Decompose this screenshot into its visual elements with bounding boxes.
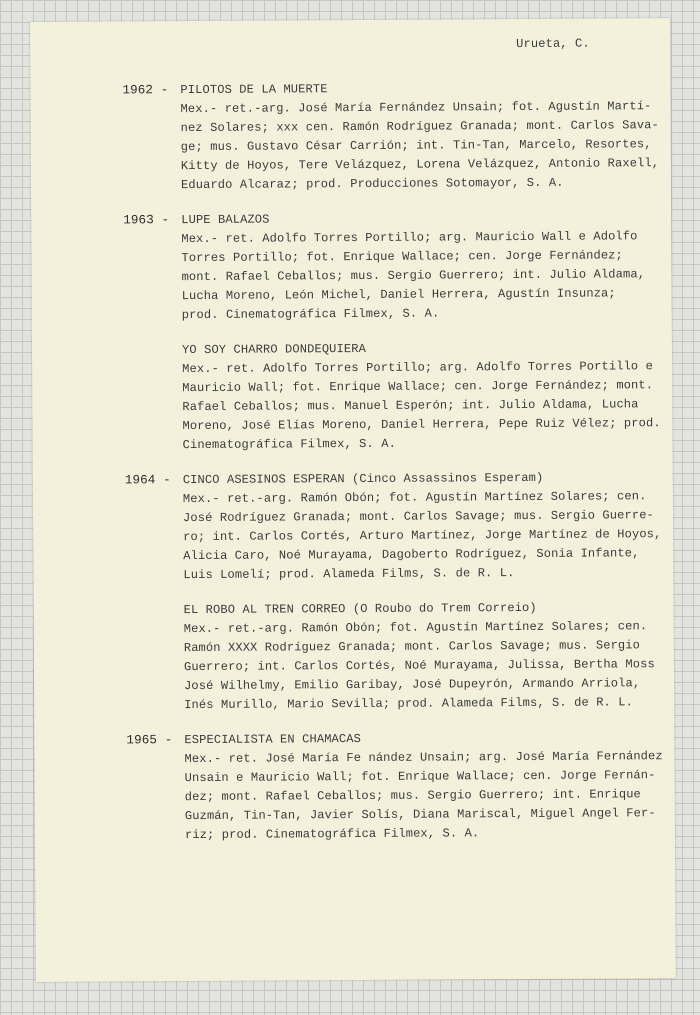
credits-line: Kitty de Hoyos, Tere Velázquez, Lorena Velázquez, Antonio Raxell, (180, 156, 660, 174)
credits-line: riz; prod. Cinematográfica Filmex, S. A. (184, 826, 480, 843)
credits-line: Luis Lomelí; prod. Alameda Films, S. de R. L. (183, 566, 515, 583)
film-title-lupe-balazos: LUPE BALAZOS (181, 212, 270, 228)
film-title-yo-soy-charro-dondequiera: YO SOY CHARRO DONDEQUIERA (181, 341, 366, 358)
credits-line: José Wilhelmy, Emilio Garibay, José Dupeyrón, Armando Arriola, (184, 676, 641, 694)
credits-line: Unsain e Mauricio Wall; fot. Enrique Wallace; cen. Jorge Fernán- (184, 768, 656, 786)
credits-line: ge; mus. Gustavo César Carrión; int. Tin-Tan, Marcelo, Resortes, (180, 137, 652, 155)
credits-line: mont. Rafael Ceballos; mus. Sergio Guerrero; int. Julio Aldama, (181, 267, 646, 285)
year-1965: 1965 - (126, 733, 173, 748)
credits-line: Mex.- ret.-arg. José María Fernández Unsain; fot. Agustín Martí- (180, 99, 652, 117)
credits-line: Cinematográfica Filmex, S. A. (182, 436, 397, 453)
credits-line: dez; mont. Rafael Ceballos; mus. Sergio Guerrero; int. Enrique (184, 787, 641, 805)
credits-line: Inés Murillo, Mario Sevilla; prod. Alameda Films, S. de R. L. (184, 695, 634, 713)
credits-line: Mex.- ret. Adolfo Torres Portillo; arg. Adolfo Torres Portillo e (182, 359, 654, 377)
credits-line: Eduardo Alcaraz; prod. Producciones Sotomayor, S. A. (180, 175, 564, 193)
credits-line: Guzmán, Tin-Tan, Javier Solís, Diana Mariscal, Miguel Angel Fer- (184, 806, 656, 824)
credits-line: prod. Cinematográfica Filmex, S. A. (181, 306, 440, 323)
credits-line: Mex.- ret.-arg. Ramón Obón; fot. Agustín Martínez Solares; cen. (182, 489, 647, 507)
year-1964: 1964 - (124, 473, 171, 488)
credits-line: José Rodríguez Granada; mont. Carlos Savage; mus. Sergio Guerre- (182, 508, 654, 526)
credits-line: Torres Portillo; fot. Enrique Wallace; cen. Jorge Fernández; (181, 248, 623, 266)
credits-line: Rafael Ceballos; mus. Manuel Esperón; int. Julio Aldama, Lucha (182, 397, 639, 415)
credits-line: Mauricio Wall; fot. Enrique Wallace; cen. Jorge Fernández; mont. (182, 378, 654, 396)
credits-line: Mex.- ret. Adolfo Torres Portillo; arg. Mauricio Wall e Adolfo (181, 229, 638, 247)
credits-line: Guerrero; int. Carlos Cortés, Noé Murayama, Julissa, Bertha Moss (183, 657, 655, 675)
credits-line: Lucha Moreno, León Michel, Daniel Herrera, Agustín Insunza; (181, 286, 616, 304)
film-title-el-robo-al-tren-correo: EL ROBO AL TREN CORREO (O Roubo do Trem Correio) (183, 600, 537, 618)
credits-line: nez Solares; xxx cen. Ramón Rodríguez Granada; mont. Carlos Sava- (180, 118, 659, 136)
film-title-cinco-asesinos-esperan: CINCO ASESINOS ESPERAN (Cinco Assassinos Esperam) (182, 470, 544, 488)
typewritten-page (30, 18, 676, 982)
year-1963: 1963 - (123, 213, 170, 228)
credits-line: Ramón XXXX Rodríguez Granada; mont. Carlos Savage; mus. Sergio (183, 638, 641, 656)
credits-line: Alicia Caro, Noé Murayama, Dagoberto Rodríguez, Sonia Infante, (183, 546, 640, 564)
credits-line: Moreno, José Elías Moreno, Daniel Herrera, Pepe Ruiz Vélez; prod. (182, 416, 661, 434)
credits-line: Mex.- ret. José María Fe nández Unsain; arg. José María Fernández (184, 749, 663, 767)
year-1962: 1962 - (122, 83, 169, 98)
credits-line: ro; int. Carlos Cortés, Arturo Martínez, Jorge Martínez de Hoyos, (183, 527, 662, 545)
film-title-pilotos-de-la-muerte: PILOTOS DE LA MUERTE (180, 82, 328, 98)
film-title-especialista-en-chamacas: ESPECIALISTA EN CHAMACAS (184, 731, 362, 748)
author-heading: Urueta, C. (516, 36, 590, 52)
credits-line: Mex.- ret.-arg. Ramón Obón; fot. Agustín Martínez Solares; cen. (183, 619, 648, 637)
